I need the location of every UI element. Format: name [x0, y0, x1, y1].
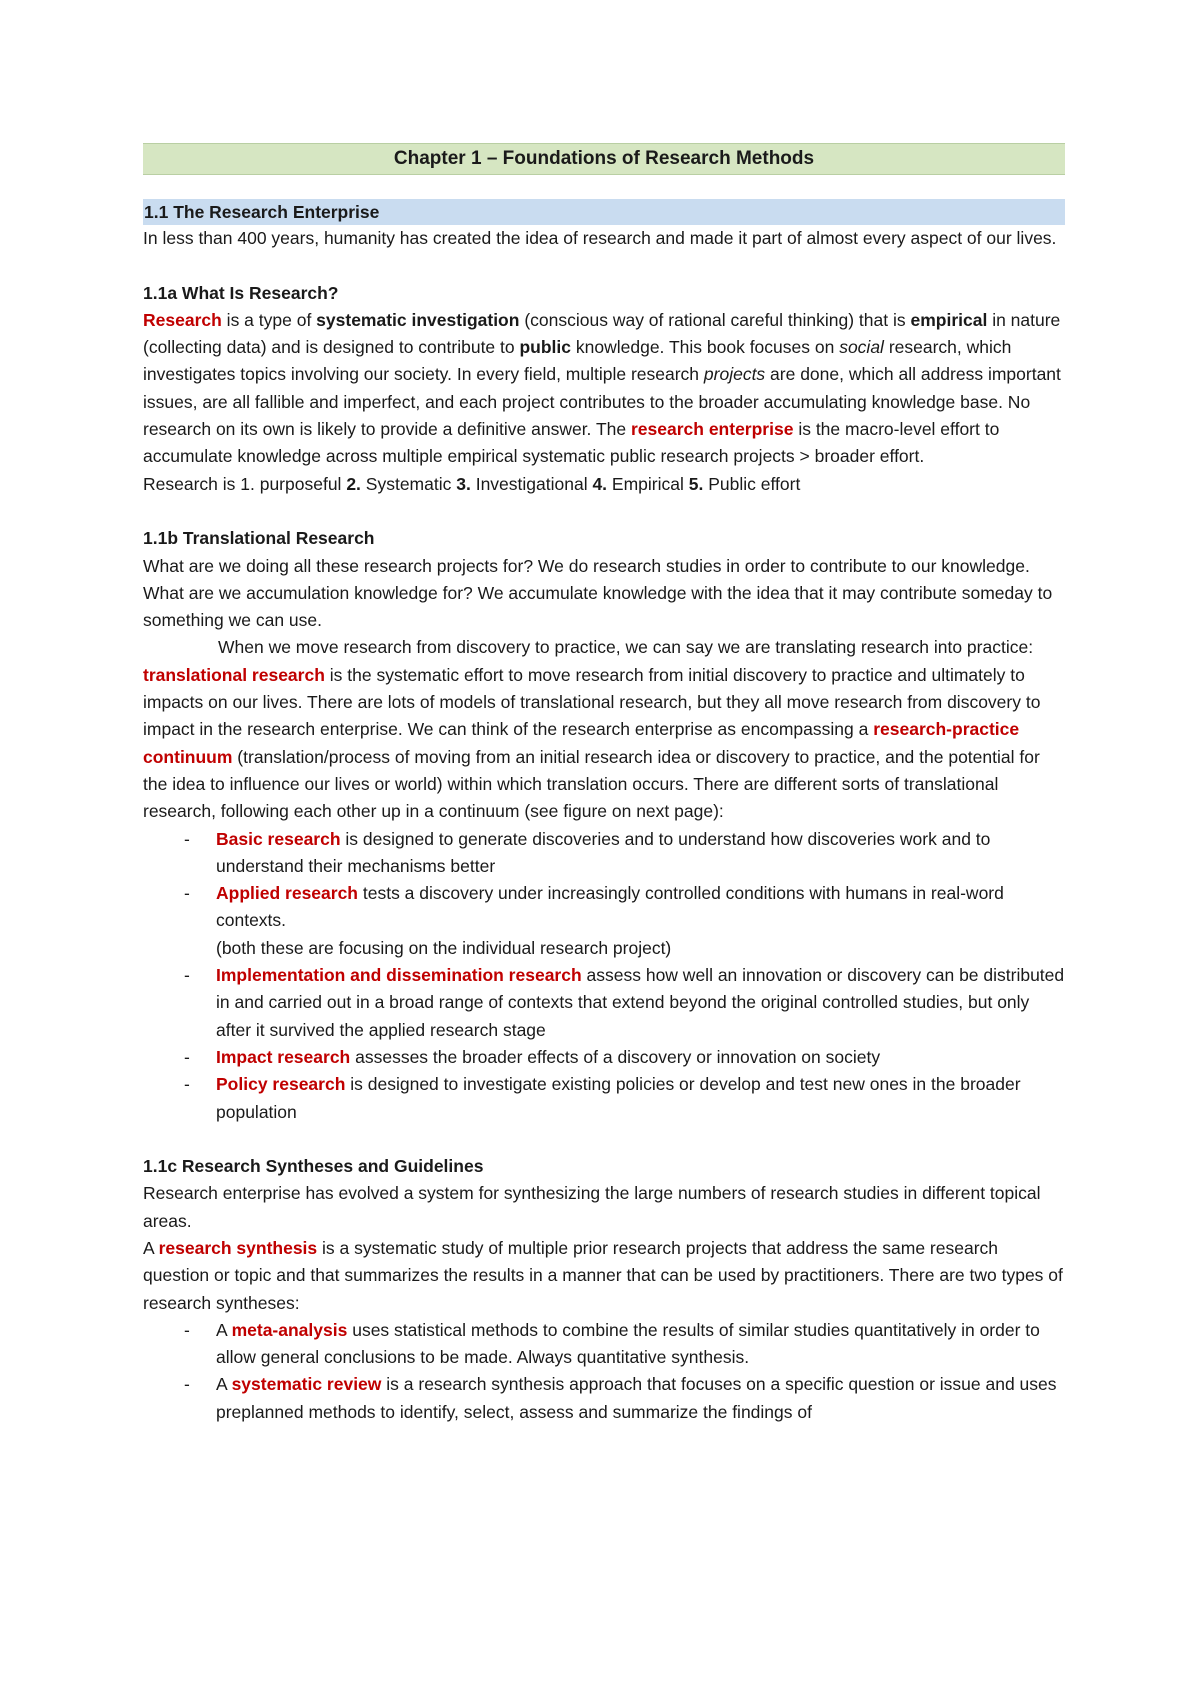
text: is designed to generate discoveries and to understand how discoveries work and to understand their mechanisms better [216, 828, 991, 876]
paragraph-syntheses-intro: Research enterprise has evolved a system for synthesizing the large numbers of research studies in different topical areas. [143, 1183, 1041, 1231]
text: is designed to investigate existing policies or develop and test new ones in the broader population [216, 1074, 1021, 1122]
dash-bullet: - [184, 828, 190, 849]
list-item [143, 962, 1065, 1044]
paragraph-research-synthesis [143, 1235, 1065, 1317]
text: is the macro-level effort to accumulate knowledge across multiple empirical systematic public research projects > broader effort. [143, 419, 1000, 467]
term: systematic review [231, 1374, 382, 1395]
subsection-heading-1-1c: 1.1c Research Syntheses and Guidelines [143, 1156, 484, 1177]
paragraph-research-qualities [143, 471, 1065, 498]
bold-text: 4. [592, 473, 608, 494]
bold-text: 5. [688, 473, 704, 494]
document-page [143, 143, 1065, 1426]
term-research-practice-continuum: research-practice continuum [143, 719, 1020, 767]
text: research, which investigates topics involving our society. In every field, multiple research [143, 337, 1012, 385]
italic-text: projects [703, 364, 766, 385]
text: (translation/process of moving from an initial research idea or discovery to practice, and the potential for the idea to influence our lives or world) within which translation occurs. There are different sorts of translational research, following each other up in a continuum (see figure on next page): [143, 746, 1040, 822]
note: (both these are focusing on the individual research project) [216, 937, 672, 958]
term-research-enterprise: research enterprise [630, 419, 794, 440]
term: Policy research [216, 1074, 346, 1095]
list-item [143, 1317, 1065, 1372]
term: meta-analysis [231, 1319, 348, 1340]
dash-bullet: - [184, 1074, 190, 1095]
text: is a type of [221, 309, 317, 330]
text: Investigational [470, 473, 593, 494]
dash-bullet: - [184, 965, 190, 986]
text: When we move research from discovery to practice, we can say we are translating research into practice: [218, 637, 1034, 658]
list-item [143, 880, 1065, 962]
text: is a systematic study of multiple prior research projects that address the same research question or topic and that summarizes the results in a manner that can be used by practitioners. There are two types of research syntheses: [143, 1237, 1063, 1313]
term-translational-research: translational research [143, 664, 325, 685]
dash-bullet: - [184, 1319, 190, 1340]
bold-text: empirical [910, 309, 988, 330]
term: Impact research [216, 1046, 351, 1067]
paragraph-translational-intro: What are we doing all these research projects for? We do research studies in order to contribute to our knowledge. What are we accumulation knowledge for? We accumulate knowledge with the idea that it may contribute someday to something we can use. [143, 555, 1053, 631]
subsection-heading-1-1b: 1.1b Translational Research [143, 528, 375, 549]
text: tests a discovery under increasingly controlled conditions with humans in real-word contexts. [216, 883, 1004, 931]
list-item [143, 1071, 1065, 1126]
text: uses statistical methods to combine the results of similar studies quantitatively in order to allow general conclusions to be made. Always quantitative synthesis. [216, 1319, 1040, 1368]
translational-research-list [143, 826, 1065, 1126]
dash-bullet: - [184, 883, 190, 904]
list-item [143, 826, 1065, 881]
synthesis-types-list [143, 1317, 1065, 1426]
text: is the systematic effort to move research from initial discovery to practice and ultimately to impacts on our lives. There are lots of models of translational research, but they all move research from discovery to impact in the research enterprise. We can think of the research enterprise as encompassing a [143, 664, 1041, 740]
text: Public effort [703, 473, 801, 494]
italic-text: social [839, 337, 884, 358]
text: Empirical [607, 473, 689, 494]
text: A [143, 1237, 159, 1258]
term: Basic research [216, 828, 341, 849]
text: A [216, 1319, 232, 1340]
text: assesses the broader effects of a discovery or innovation on society [350, 1046, 881, 1067]
text: knowledge. This book focuses on [571, 337, 840, 358]
bold-text: public [519, 337, 572, 358]
bold-text: 3. [456, 473, 471, 494]
text: assess how well an innovation or discovery can be distributed in and carried out in a broad range of contexts that extend beyond the original controlled studies, but only after it survived the applied research stage [216, 965, 1065, 1040]
section-heading: 1.1 The Research Enterprise [143, 199, 1065, 225]
bold-text: 2. [346, 473, 361, 494]
section-intro: In less than 400 years, humanity has created the idea of research and made it part of almost every aspect of our lives. [143, 228, 1057, 248]
text: are done, which all address important issues, are all fallible and imperfect, and each project contributes to the broader accumulating knowledge base. No research on its own is likely to provide a definitive answer. The [143, 364, 1061, 440]
term-research-synthesis: research synthesis [158, 1237, 318, 1258]
subsection-heading-1-1a: 1.1a What Is Research? [143, 282, 339, 303]
term: Implementation and dissemination research [216, 965, 582, 986]
term: Applied research [216, 883, 358, 904]
chapter-title: Chapter 1 – Foundations of Research Methods [143, 143, 1065, 175]
term-research: Research [143, 309, 222, 330]
paragraph-what-is-research [143, 307, 1065, 471]
text: is a research synthesis approach that focuses on a specific question or issue and uses preplanned methods to identify, select, assess and summarize the findings of [216, 1374, 1057, 1422]
list-item [143, 1044, 1065, 1071]
list-item [143, 1371, 1065, 1426]
text: A [216, 1374, 232, 1395]
paragraph-translational-research [143, 634, 1065, 825]
text: Research is 1. purposeful [143, 473, 347, 494]
text: (conscious way of rational careful thinking) that is [519, 309, 911, 330]
bold-text: systematic investigation [316, 309, 520, 330]
text: Systematic [360, 473, 457, 494]
text: in nature (collecting data) and is designed to contribute to [143, 309, 1061, 358]
dash-bullet: - [184, 1374, 190, 1395]
dash-bullet: - [184, 1046, 190, 1067]
